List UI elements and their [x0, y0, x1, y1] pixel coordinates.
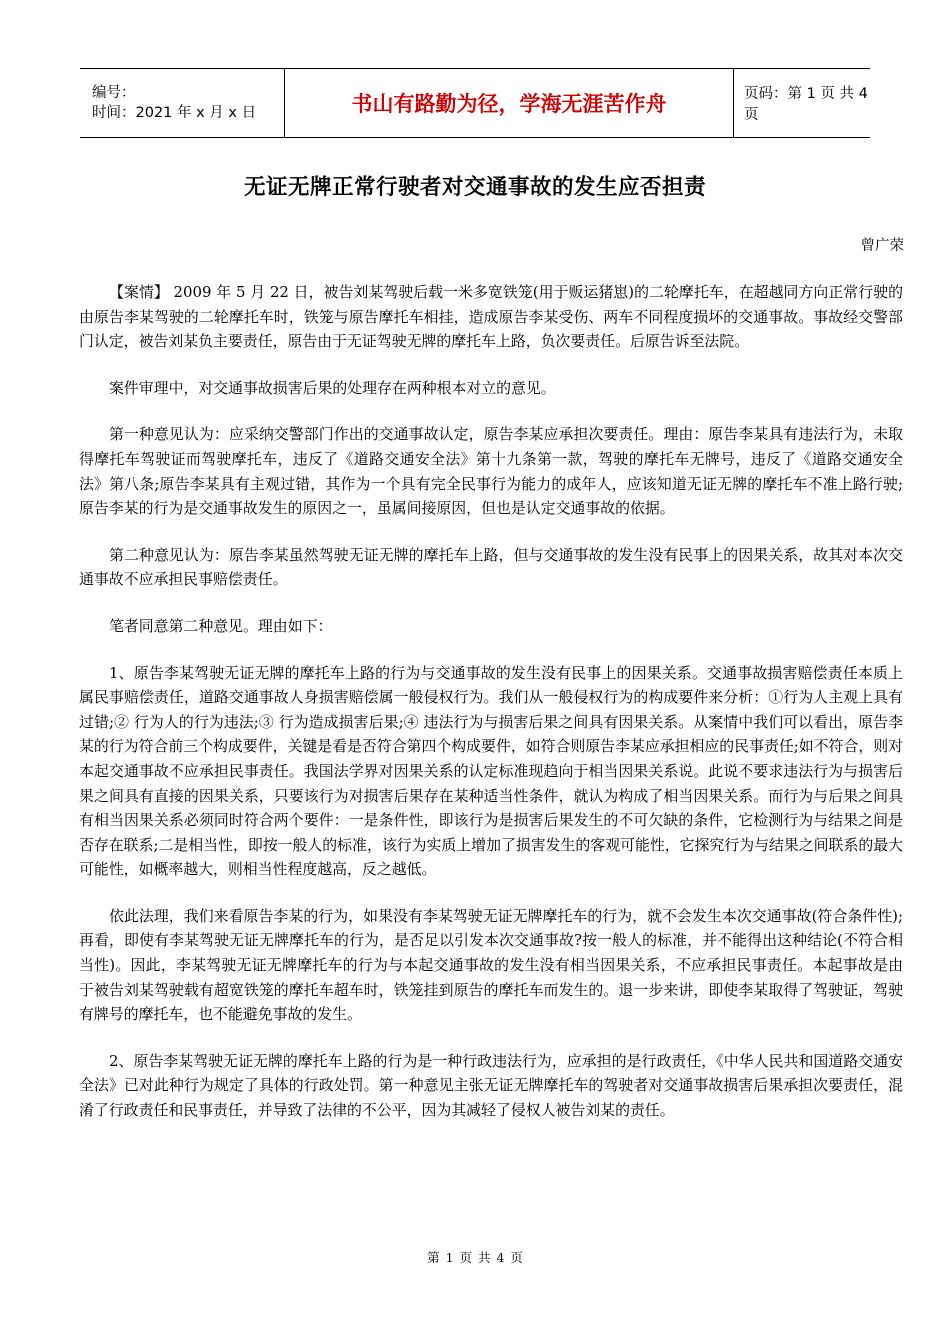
page-info-text: 页码：第 1 页 共 4 页 [744, 86, 868, 123]
paragraph: 案件审理中，对交通事故损害后果的处理存在两种根本对立的意见。 [109, 378, 556, 397]
header-page-info [732, 69, 882, 137]
paragraph: 1、原告李某驾驶无证无牌的摩托车上路的行为与交通事故的发生没有民事上的因果关系。交通事故损害赔偿责任本质上属民事赔偿责任，道路交通事故人身损害赔偿属一般侵权行为。我们从一般侵权行为的构成要件来分析：①行为人主观上具有过错;② 行为人的行为违法;③ 行为造成损害后果;④ 违法行为与损害后果之间具有因果关系。从案情中我们可以看出，原告李某的行为符合前三个构成要件，关键是看是否符合第四个构成要件，如符合则原告李某应承担相应的民事责任;如不符合，则对本起交通事故不应承担民事责任。我国法学界对因果关系的认定标准现趋向于相当因果关系说。此说不要求违法行为与损害后果之间具有直接的因果关系，只要该行为对损害后果存在某种适当性条件，就认为构成了相当因果关系。而行为与后果之间具有相当因果关系必须同时符合两个要件：一是条件性，即该行为是损害后果发生的不可欠缺的条件，它检测行为与结果之间是否存在联系;二是相当性，即按一般人的标准，该行为实质上增加了损害发生的客观可能性，它探究行为与结果之间联系的最大可能性，如概率越大，则相当性程度越高，反之越低。 [79, 663, 904, 879]
header-meta [80, 69, 296, 137]
document-header [80, 68, 870, 138]
page-footer: 第 1 页 共 4 页 [427, 1250, 523, 1265]
paragraph: 依此法理，我们来看原告李某的行为，如果没有李某驾驶无证无牌摩托车的行为，就不会发生本次交通事故(符合条件性);再看，即使有李某驾驶无证无牌摩托车的行为，是否足以引发本次交通事故?按一般人的标准，并不能得出这种结论(不符合相当性)。因此，李某驾驶无证无牌摩托车的行为与本起交通事故的发生没有相当因果关系，不应承担民事责任。本起事故是由于被告刘某驾驶载有超宽铁笼的摩托车超车时，铁笼挂到原告的摩托车而发生的。退一步来讲，即使李某取得了驾驶证，驾驶有牌号的摩托车，也不能避免事故的发生。 [79, 906, 903, 1024]
header-motto [284, 69, 734, 137]
paragraph: 笔者同意第二种意见。理由如下： [109, 616, 333, 635]
paragraph: 第一种意见认为：应采纳交警部门作出的交通事故认定，原告李某应承担次要责任。理由：原告李某具有违法行为，未取得摩托车驾驶证而驾驶摩托车，违反了《道路交通安全法》第十九条第一款，驾驶的摩托车无牌号，违反了《道路交通安全法》第八条;原告李某具有主观过错，其作为一个具有完全民事行为能力的成年人，应该知道无证无牌的摩托车不准上路行驶;原告李某的行为是交通事故发生的原因之一，虽属间接原因，但也是认定交通事故的依据。 [79, 425, 903, 518]
article-author: 曾广荣 [860, 238, 904, 254]
motto-text: 书山有路勤为径，学海无涯苦作舟 [351, 92, 667, 116]
document-number-label: 编号： [92, 85, 136, 101]
paragraph: 2、原告李某驾驶无证无牌的摩托车上路的行为是一种行政违法行为，应承担的是行政责任，《中华人民共和国道路交通安全法》已对此种行为规定了具体的行政处罚。第一种意见主张无证无牌摩托车的驾驶者对交通事故损害后果承担次要责任，混淆了行政责任和民事责任，并导致了法律的不公平，因为其减轻了侵权人被告刘某的责任。 [79, 1051, 903, 1120]
document-date-label: 时间：2021 年 x 月 x 日 [92, 105, 257, 121]
paragraph: 第二种意见认为：原告李某虽然驾驶无证无牌的摩托车上路，但与交通事故的发生没有民事上的因果关系，故其对本次交通事故不应承担民事赔偿责任。 [79, 545, 903, 589]
article-title: 无证无牌正常行驶者对交通事故的发生应否担责 [243, 175, 706, 200]
paragraph: 【案情】 2009 年 5 月 22 日，被告刘某驾驶后载一米多宽铁笼(用于贩运猪崽)的二轮摩托车，在超越同方向正常行驶的由原告李某驾驶的二轮摩托车时，铁笼与原告摩托车相挂，造成原告李某受伤、两车不同程度损坏的交通事故。事故经交警部门认定，被告刘某负主要责任，原告由于无证驾驶无牌的摩托车上路，负次要责任。后原告诉至法院。 [79, 283, 903, 351]
article-body [79, 280, 903, 1145]
